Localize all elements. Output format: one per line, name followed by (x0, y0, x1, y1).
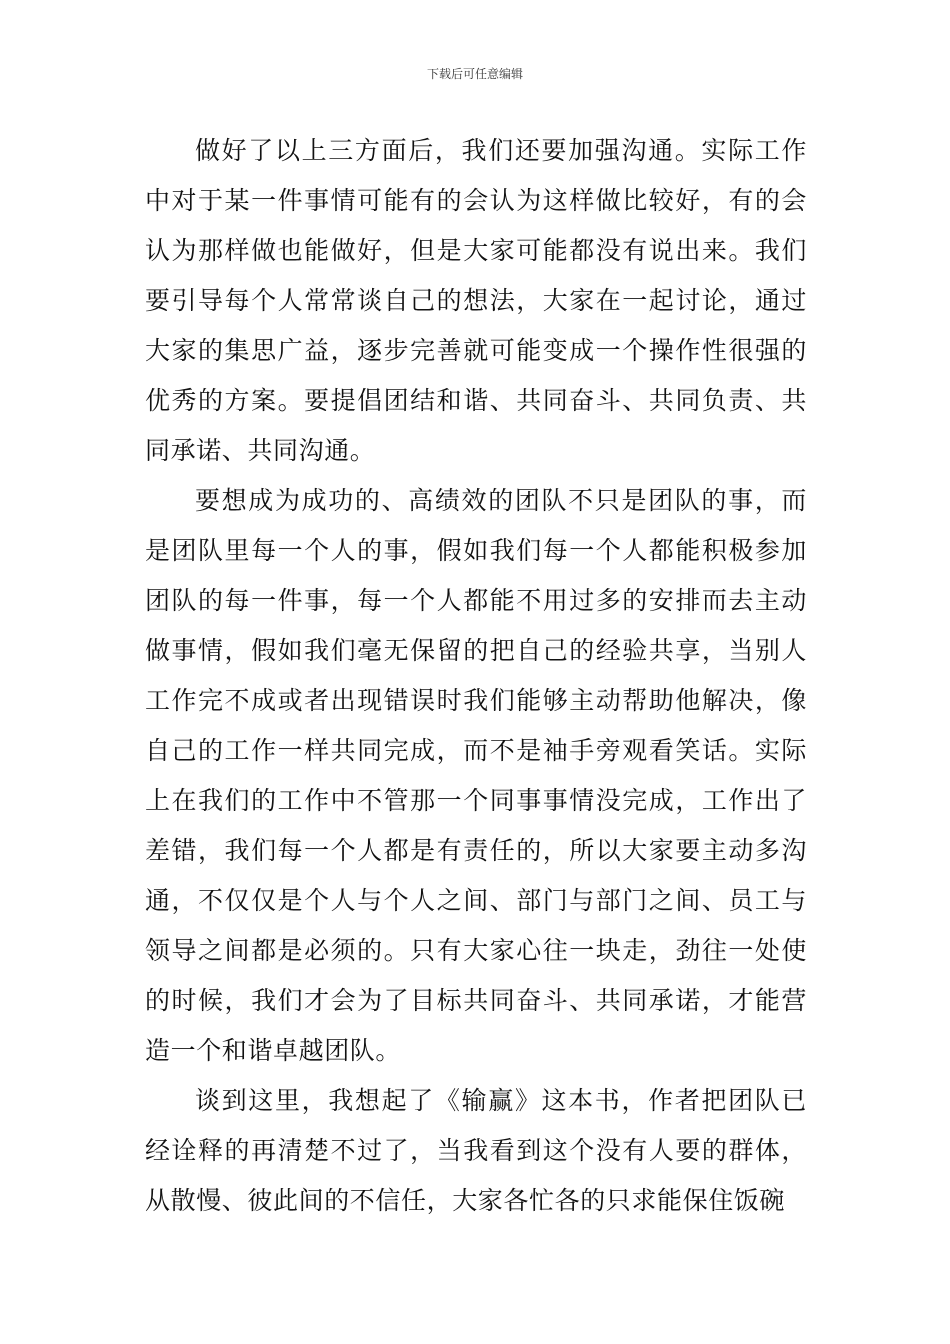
paragraph-2: 要想成为成功的、高绩效的团队不只是团队的事，而是团队里每一个人的事，假如我们每一个人都能积极参加团队的每一件事，每一个人都能不用过多的安排而去主动做事情，假如我们毫无保留的把自己的经验共享，当别人工作完不成或者出现错误时我们能够主动帮助他解决，像自己的工作一样共同完成，而不是袖手旁观看笑话。实际上在我们的工作中不管那一个同事事情没完成，工作出了差错，我们每一个人都是有责任的，所以大家要主动多沟通，不仅仅是个人与个人之间、部门与部门之间、员工与领导之间都是必须的。只有大家心往一块走，劲往一处使的时候，我们才会为了目标共同奋斗、共同承诺，才能营造一个和谐卓越团队。 (145, 486, 807, 1065)
document-body (145, 126, 807, 1226)
paragraph-1: 做好了以上三方面后，我们还要加强沟通。实际工作中对于某一件事情可能有的会认为这样做比较好，有的会认为那样做也能做好，但是大家可能都没有说出来。我们要引导每个人常常谈自己的想法，大家在一起讨论，通过大家的集思广益，逐步完善就可能变成一个操作性很强的优秀的方案。要提倡团结和谐、共同奋斗、共同负责、共同承诺、共同沟通。 (145, 136, 807, 465)
paragraph-3: 谈到这里，我想起了《输赢》这本书，作者把团队已经诠释的再清楚不过了，当我看到这个没有人要的群体，从散慢、彼此间的不信任，大家各忙各的只求能保住饭碗 (145, 1086, 807, 1215)
page-header: 下载后可任意编辑 (426, 67, 523, 81)
